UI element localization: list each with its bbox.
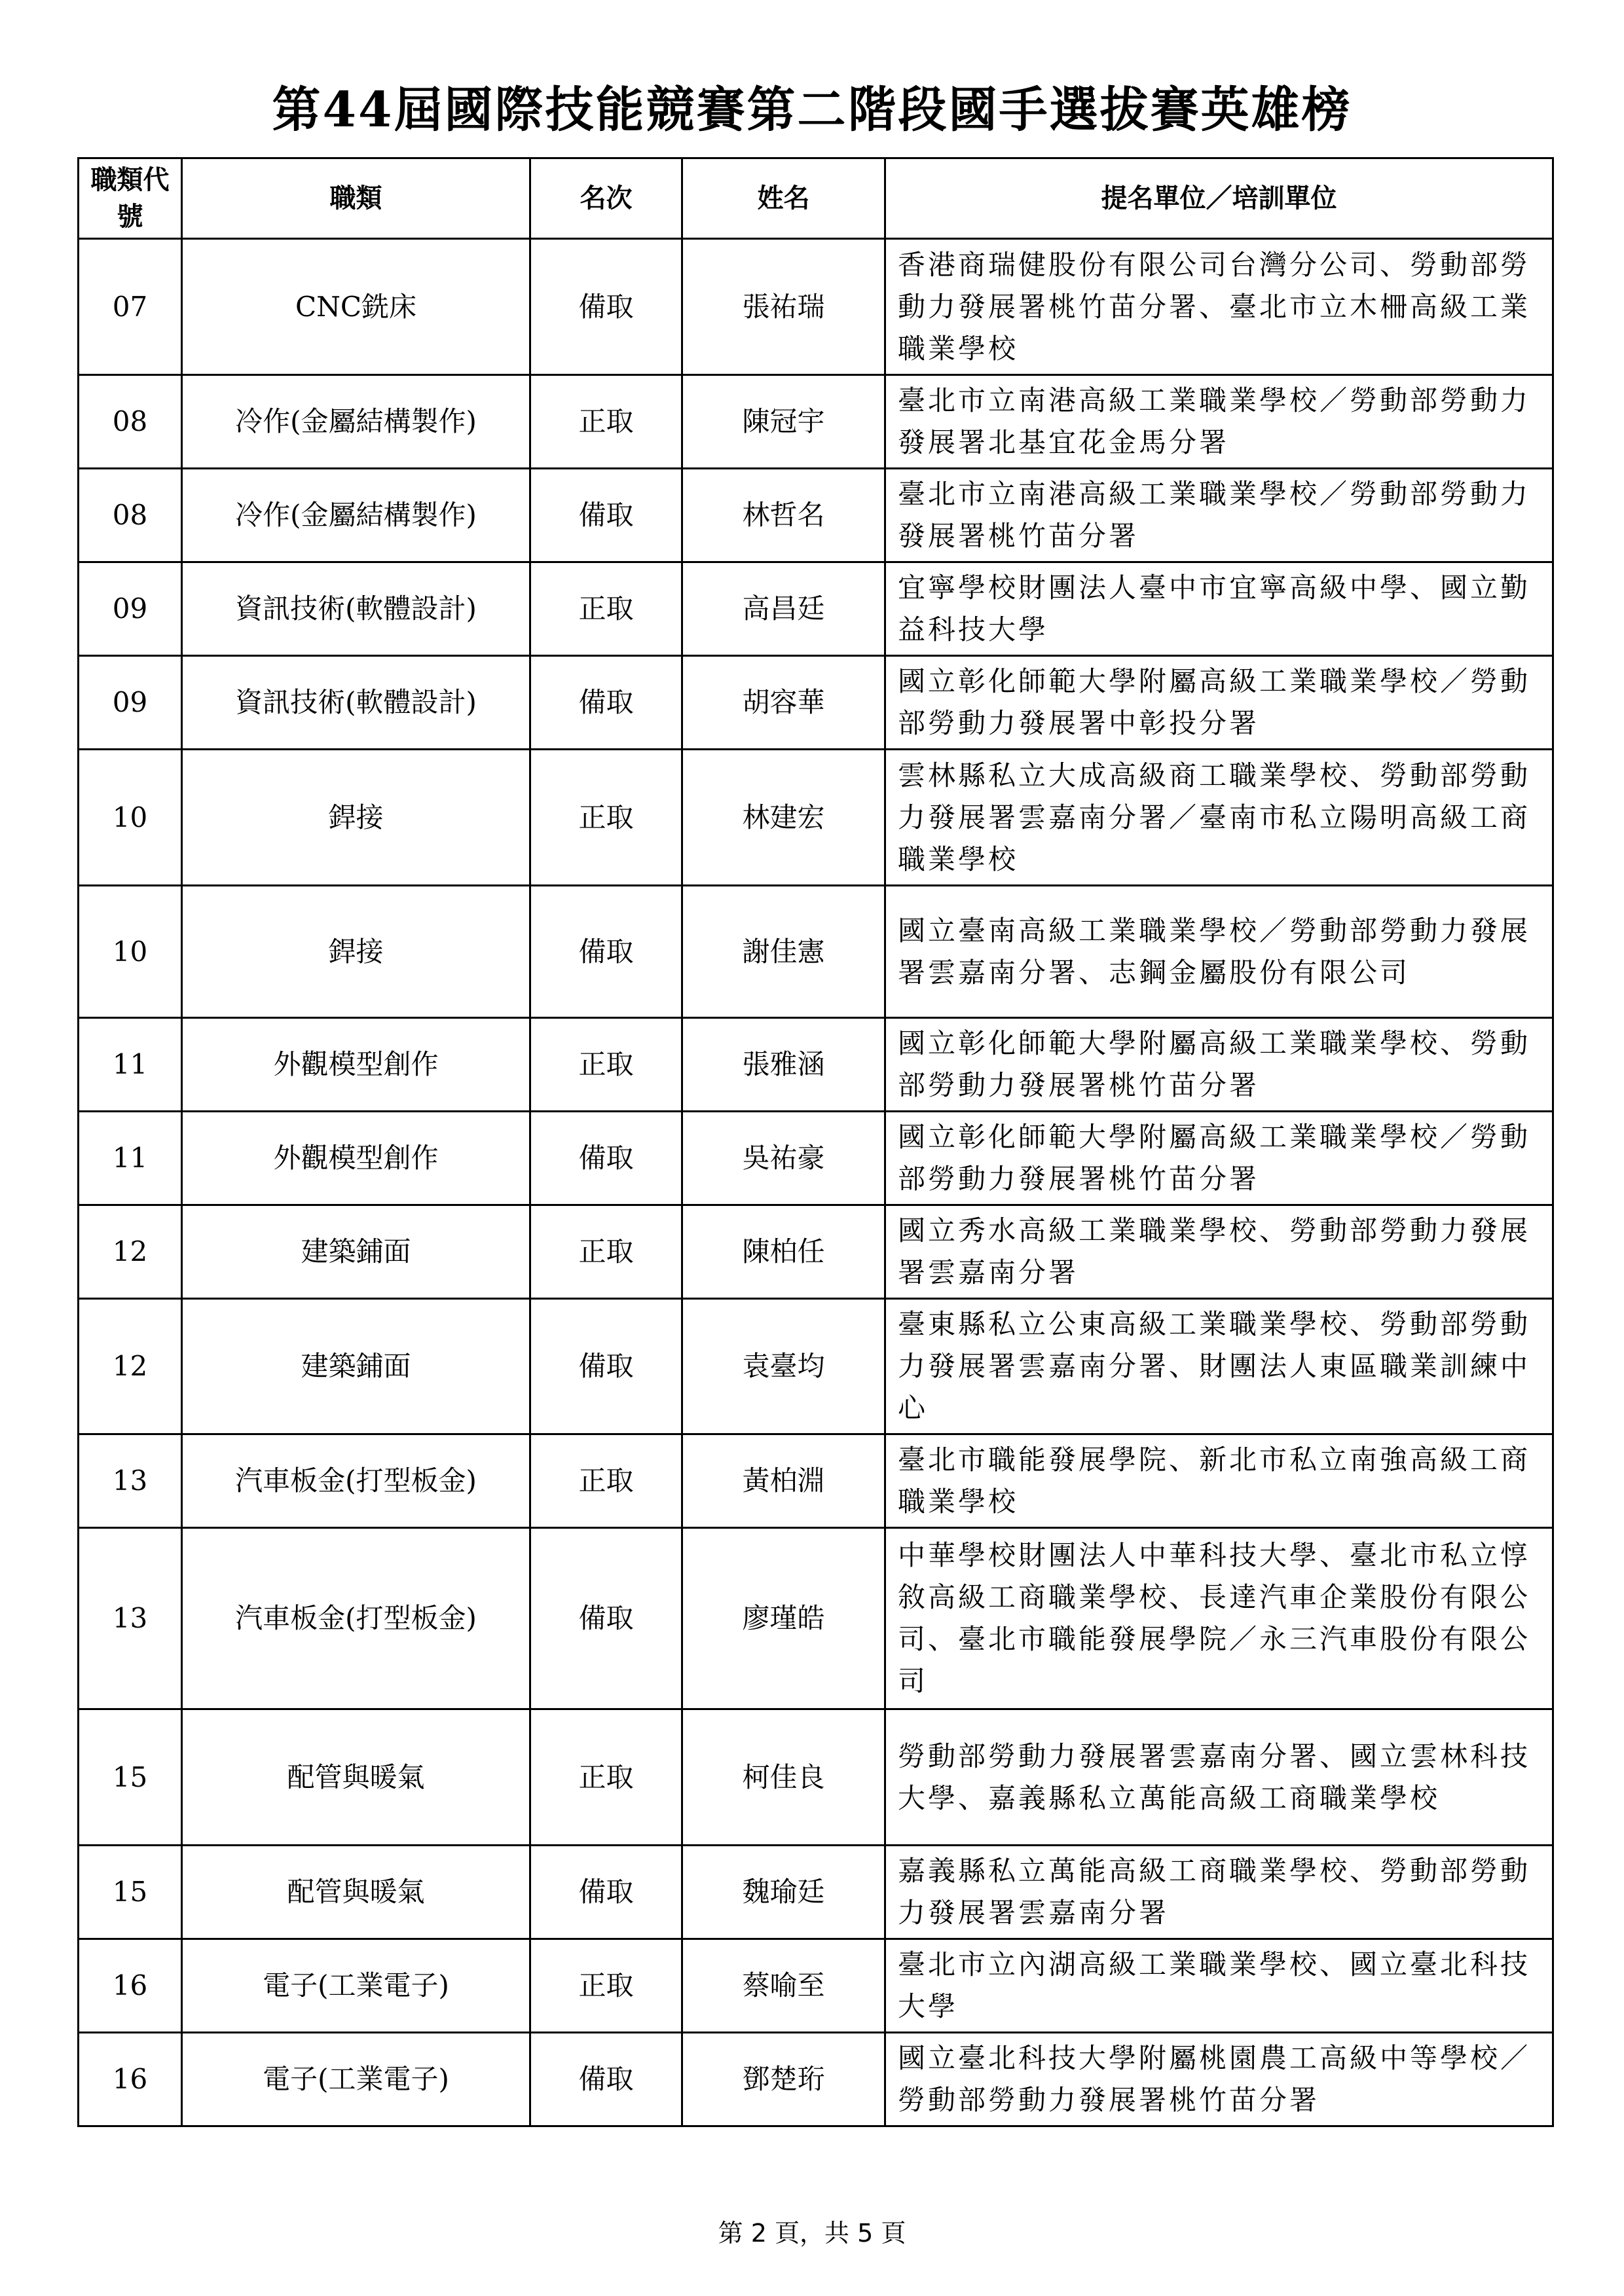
cell-rank: 備取 <box>530 656 682 750</box>
cell-unit: 國立臺南高級工業職業學校／勞動部勞動力發展署雲嘉南分署、志鋼金屬股份有限公司 <box>885 886 1553 1018</box>
cell-code: 13 <box>79 1434 182 1528</box>
table-row <box>79 1528 1553 1709</box>
cell-unit: 勞動部勞動力發展署雲嘉南分署、國立雲林科技大學、嘉義縣私立萬能高級工商職業學校 <box>885 1709 1553 1846</box>
cell-rank: 正取 <box>530 1018 682 1112</box>
cell-code: 16 <box>79 1939 182 2033</box>
cell-rank: 備取 <box>530 1528 682 1709</box>
cell-rank: 正取 <box>530 750 682 886</box>
header-trade: 職類 <box>182 158 530 239</box>
table-row <box>79 1205 1553 1299</box>
cell-unit: 臺北市職能發展學院、新北市私立南強高級工商職業學校 <box>885 1434 1553 1528</box>
table-row <box>79 239 1553 375</box>
cell-code: 12 <box>79 1205 182 1299</box>
cell-unit: 雲林縣私立大成高級商工職業學校、勞動部勞動力發展署雲嘉南分署／臺南市私立陽明高級工商職業學校 <box>885 750 1553 886</box>
cell-code: 13 <box>79 1528 182 1709</box>
cell-unit: 嘉義縣私立萬能高級工商職業學校、勞動部勞動力發展署雲嘉南分署 <box>885 1846 1553 1939</box>
header-unit: 提名單位／培訓單位 <box>885 158 1553 239</box>
table-row <box>79 1434 1553 1528</box>
cell-rank: 正取 <box>530 1205 682 1299</box>
table-row <box>79 1299 1553 1434</box>
cell-code: 15 <box>79 1846 182 1939</box>
table-row <box>79 886 1553 1018</box>
cell-code: 10 <box>79 886 182 1018</box>
cell-trade: 冷作(金屬結構製作) <box>182 469 530 562</box>
cell-unit: 國立彰化師範大學附屬高級工業職業學校／勞動部勞動力發展署中彰投分署 <box>885 656 1553 750</box>
cell-trade: CNC銑床 <box>182 239 530 375</box>
cell-code: 08 <box>79 375 182 469</box>
cell-trade: 建築鋪面 <box>182 1205 530 1299</box>
cell-trade: 汽車板金(打型板金) <box>182 1434 530 1528</box>
cell-name: 張祐瑞 <box>682 239 885 375</box>
cell-name: 鄧楚珩 <box>682 2033 885 2126</box>
page-number: 第 2 頁，共 5 頁 <box>718 2219 906 2248</box>
cell-name: 蔡喻至 <box>682 1939 885 2033</box>
cell-code: 11 <box>79 1112 182 1205</box>
cell-name: 柯佳良 <box>682 1709 885 1846</box>
cell-code: 09 <box>79 656 182 750</box>
cell-unit: 臺北市立南港高級工業職業學校／勞動部勞動力發展署桃竹苗分署 <box>885 469 1553 562</box>
table-row <box>79 562 1553 656</box>
cell-trade: 外觀模型創作 <box>182 1112 530 1205</box>
cell-name: 林建宏 <box>682 750 885 886</box>
cell-trade: 汽車板金(打型板金) <box>182 1528 530 1709</box>
table-row <box>79 1939 1553 2033</box>
header-rank: 名次 <box>530 158 682 239</box>
table-row <box>79 375 1553 469</box>
cell-code: 15 <box>79 1709 182 1846</box>
cell-name: 胡容華 <box>682 656 885 750</box>
cell-unit: 國立臺北科技大學附屬桃園農工高級中等學校／勞動部勞動力發展署桃竹苗分署 <box>885 2033 1553 2126</box>
cell-trade: 資訊技術(軟體設計) <box>182 656 530 750</box>
cell-rank: 備取 <box>530 239 682 375</box>
results-table <box>77 157 1554 2127</box>
cell-rank: 正取 <box>530 1434 682 1528</box>
cell-unit: 臺東縣私立公東高級工業職業學校、勞動部勞動力發展署雲嘉南分署、財團法人東區職業訓練中心 <box>885 1299 1553 1434</box>
cell-name: 黃柏淵 <box>682 1434 885 1528</box>
cell-rank: 備取 <box>530 1299 682 1434</box>
cell-name: 陳冠宇 <box>682 375 885 469</box>
cell-trade: 冷作(金屬結構製作) <box>182 375 530 469</box>
cell-unit: 國立秀水高級工業職業學校、勞動部勞動力發展署雲嘉南分署 <box>885 1205 1553 1299</box>
cell-rank: 備取 <box>530 1112 682 1205</box>
cell-code: 07 <box>79 239 182 375</box>
cell-unit: 國立彰化師範大學附屬高級工業職業學校／勞動部勞動力發展署桃竹苗分署 <box>885 1112 1553 1205</box>
cell-rank: 正取 <box>530 1709 682 1846</box>
cell-trade: 配管與暖氣 <box>182 1709 530 1846</box>
table-row <box>79 469 1553 562</box>
cell-code: 12 <box>79 1299 182 1434</box>
cell-rank: 備取 <box>530 469 682 562</box>
cell-trade: 電子(工業電子) <box>182 2033 530 2126</box>
header-code: 職類代號 <box>79 158 182 239</box>
page-title: 第44屆國際技能競賽第二階段國手選拔賽英雄榜 <box>272 82 1352 138</box>
cell-rank: 正取 <box>530 375 682 469</box>
table-row <box>79 1709 1553 1846</box>
cell-code: 09 <box>79 562 182 656</box>
cell-rank: 備取 <box>530 886 682 1018</box>
table-row <box>79 750 1553 886</box>
cell-code: 16 <box>79 2033 182 2126</box>
header-name: 姓名 <box>682 158 885 239</box>
cell-code: 11 <box>79 1018 182 1112</box>
cell-code: 10 <box>79 750 182 886</box>
cell-name: 張雅涵 <box>682 1018 885 1112</box>
table-row <box>79 1112 1553 1205</box>
table-header-row <box>79 158 1553 239</box>
cell-name: 高昌廷 <box>682 562 885 656</box>
cell-trade: 銲接 <box>182 750 530 886</box>
cell-trade: 電子(工業電子) <box>182 1939 530 2033</box>
cell-rank: 備取 <box>530 1846 682 1939</box>
cell-unit: 臺北市立南港高級工業職業學校／勞動部勞動力發展署北基宜花金馬分署 <box>885 375 1553 469</box>
cell-name: 謝佳憲 <box>682 886 885 1018</box>
cell-rank: 正取 <box>530 1939 682 2033</box>
table-row <box>79 1018 1553 1112</box>
cell-unit: 中華學校財團法人中華科技大學、臺北市私立惇敘高級工商職業學校、長達汽車企業股份有限公司、臺北市職能發展學院／永三汽車股份有限公司 <box>885 1528 1553 1709</box>
cell-trade: 銲接 <box>182 886 530 1018</box>
cell-rank: 正取 <box>530 562 682 656</box>
cell-name: 陳柏任 <box>682 1205 885 1299</box>
cell-trade: 配管與暖氣 <box>182 1846 530 1939</box>
cell-unit: 宜寧學校財團法人臺中市宜寧高級中學、國立勤益科技大學 <box>885 562 1553 656</box>
cell-unit: 香港商瑞健股份有限公司台灣分公司、勞動部勞動力發展署桃竹苗分署、臺北市立木柵高級工業職業學校 <box>885 239 1553 375</box>
cell-trade: 資訊技術(軟體設計) <box>182 562 530 656</box>
cell-name: 魏瑜廷 <box>682 1846 885 1939</box>
cell-trade: 外觀模型創作 <box>182 1018 530 1112</box>
cell-trade: 建築鋪面 <box>182 1299 530 1434</box>
cell-unit: 臺北市立內湖高級工業職業學校、國立臺北科技大學 <box>885 1939 1553 2033</box>
cell-name: 袁臺均 <box>682 1299 885 1434</box>
table-row <box>79 2033 1553 2126</box>
cell-name: 林哲名 <box>682 469 885 562</box>
table-row <box>79 1846 1553 1939</box>
cell-rank: 備取 <box>530 2033 682 2126</box>
table-row <box>79 656 1553 750</box>
cell-name: 吳祐豪 <box>682 1112 885 1205</box>
cell-code: 08 <box>79 469 182 562</box>
cell-name: 廖瑾皓 <box>682 1528 885 1709</box>
cell-unit: 國立彰化師範大學附屬高級工業職業學校、勞動部勞動力發展署桃竹苗分署 <box>885 1018 1553 1112</box>
